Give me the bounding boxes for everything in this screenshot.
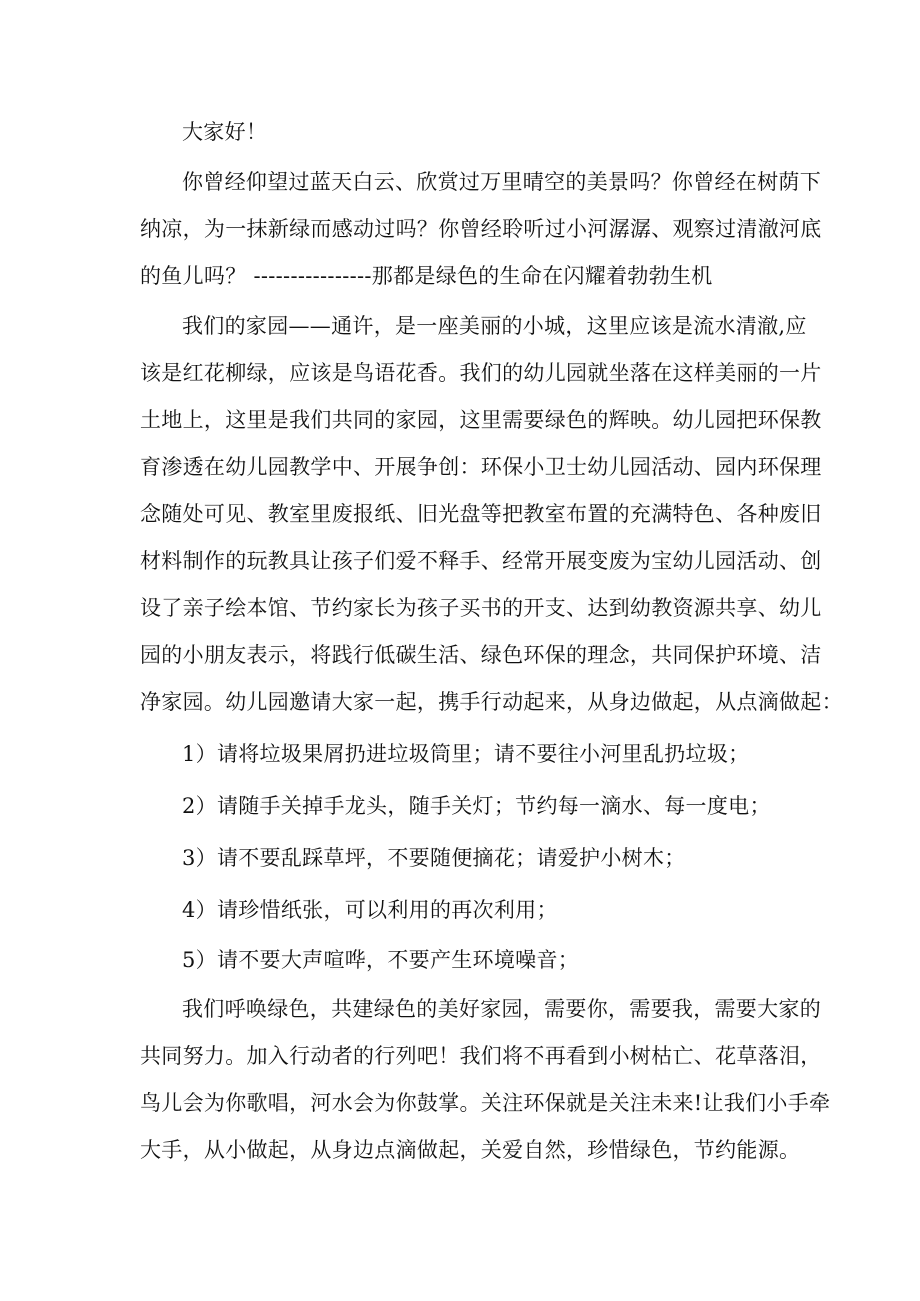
greeting: 大家好！ [182,120,268,144]
paragraph-1-line-1: 你曾经仰望过蓝天白云、欣赏过万里晴空的美景吗？你曾经在树荫下 [182,170,821,194]
paragraph-1-line-2: 纳凉，为一抹新绿而感动过吗？你曾经聆听过小河潺潺、观察过清澈河底 [140,217,822,241]
paragraph-2-line-4: 育渗透在幼儿园教学中、开展争创：环保小卫士幼儿园活动、园内环保理 [140,455,822,479]
list-item-3: 3）请不要乱踩草坪，不要随便摘花；请爱护小树木； [182,846,686,870]
paragraph-2-line-3: 土地上，这里是我们共同的家园，这里需要绿色的辉映。幼儿园把环保教 [140,408,822,432]
paragraph-2-line-2: 该是红花柳绿，应该是鸟语花香。我们的幼儿园就坐落在这样美丽的一片 [140,361,822,385]
list-item-2: 2）请随手关掉手龙头，随手关灯；节约每一滴水、每一度电； [182,794,771,818]
paragraph-2-line-8: 园的小朋友表示，将践行低碳生活、绿色环保的理念，共同保护环境、洁 [140,643,822,667]
list-item-1: 1）请将垃圾果屑扔进垃圾筒里；请不要往小河里乱扔垃圾； [182,742,750,766]
paragraph-2-line-9: 净家园。幼儿园邀请大家一起，携手行动起来，从身边做起，从点滴做起： [140,690,843,714]
paragraph-2-line-5: 念随处可见、教室里废报纸、旧光盘等把教室布置的充满特色、各种废旧 [140,502,822,526]
paragraph-3-line-1: 我们呼唤绿色，共建绿色的美好家园，需要你，需要我，需要大家的 [182,997,821,1021]
paragraph-2-line-1: 我们的家园——通许，是一座美丽的小城，这里应该是流水清澈,应 [182,314,807,338]
paragraph-3-line-3: 鸟儿会为你歌唱，河水会为你鼓掌。关注环保就是关注未来!让我们小手牵 [140,1091,831,1115]
list-item-4: 4）请珍惜纸张，可以利用的再次利用； [182,898,558,922]
paragraph-3-line-4: 大手，从小做起，从身边点滴做起，关爱自然，珍惜绿色，节约能源。 [140,1138,801,1162]
paragraph-3-line-2: 共同努力。加入行动者的行列吧！我们将不再看到小树枯亡、花草落泪， [140,1044,822,1068]
list-item-5: 5）请不要大声喧哗，不要产生环境噪音； [182,948,580,972]
paragraph-2-line-7: 设了亲子绘本馆、节约家长为孩子买书的开支、达到幼教资源共享、幼儿 [140,596,822,620]
paragraph-1-line-3: 的鱼儿吗？ ----------------那都是绿色的生命在闪耀着勃勃生机 [140,264,713,288]
paragraph-2-line-6: 材料制作的玩教具让孩子们爱不释手、经常开展变废为宝幼儿园活动、创 [140,549,822,573]
